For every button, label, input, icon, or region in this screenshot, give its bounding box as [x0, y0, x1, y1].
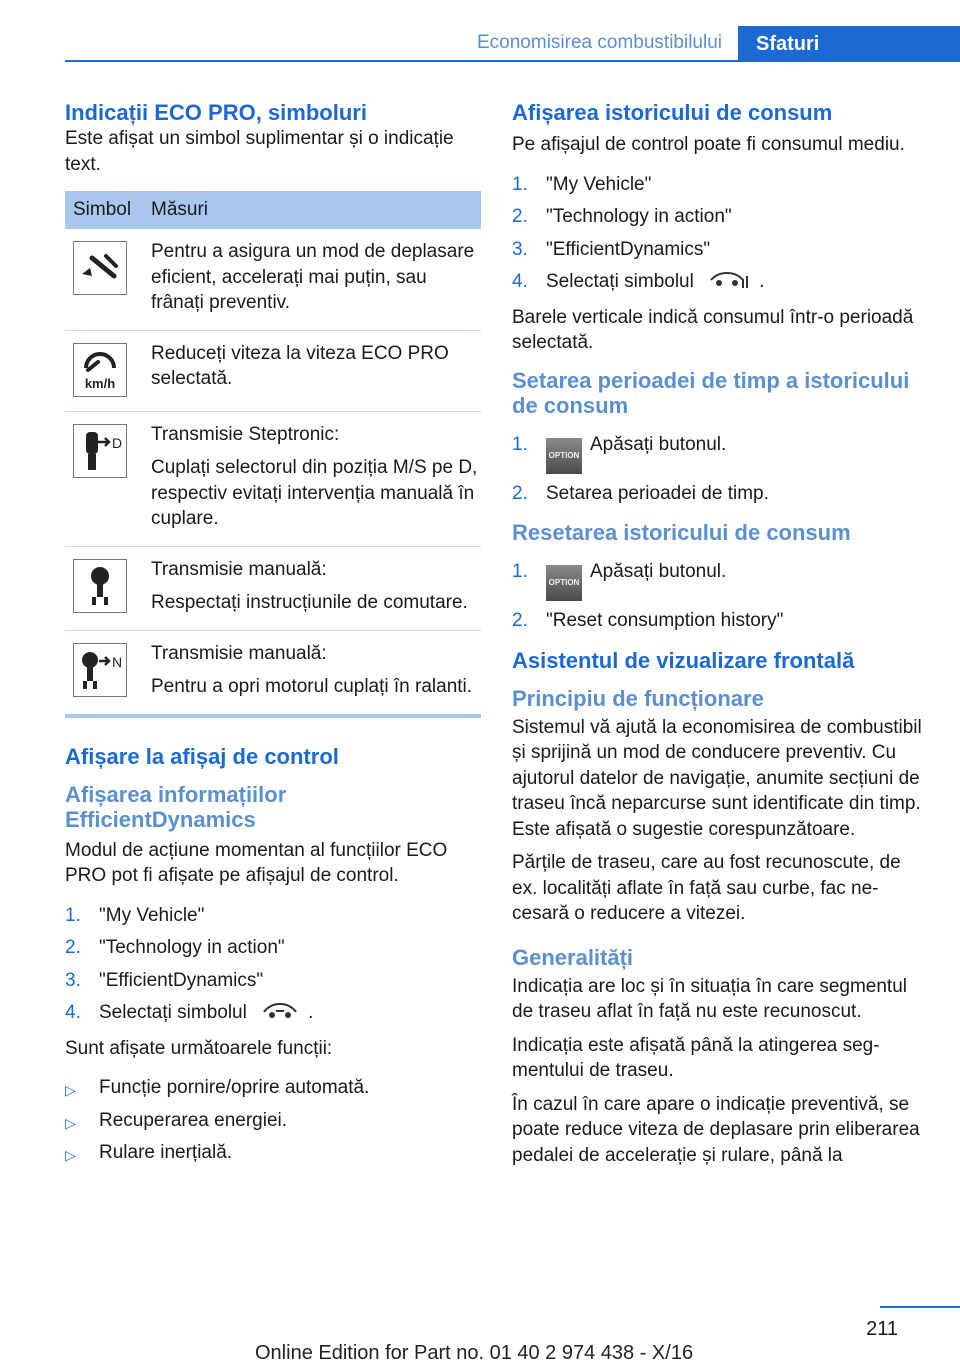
table-row-text: Pentru a opri motorul cuplați în ralanti. — [151, 676, 473, 697]
functions-intro: Sunt afișate următoarele funcții: — [65, 1037, 333, 1059]
col-measures-header: Măsuri — [148, 191, 481, 229]
list-item: ▷ Recuperarea energiei. — [65, 1109, 288, 1131]
page-header — [65, 26, 960, 62]
list-item: 3. "EfficientDynamics" — [512, 238, 711, 260]
page-footer — [0, 1306, 960, 1362]
principle-paragraph-2: Părțile de traseu, care au fost recunoscute, de ex. localități aflate în față sau curbe, fac necesară o reducere a vitezei. — [512, 852, 901, 924]
consumption-history-icon — [709, 271, 749, 297]
info-heading: Afișarea informațiilor EfficientDynamics — [65, 781, 287, 832]
list-item: 2. "Technology in action" — [512, 206, 732, 227]
footer-rule — [880, 1306, 960, 1308]
period-heading: Setarea perioadei de timp a istoricului de consum — [512, 367, 910, 418]
list-item: 1. OPTIONApăsați butonul. — [512, 559, 924, 601]
list-item: ▷ Funcție pornire/oprire automată. — [65, 1077, 370, 1098]
list-item: 1. "My Vehicle" — [512, 173, 652, 195]
table-row-text: Pentru a asigura un mod de deplasare eficient, accelerați mai puțin, sau frânați preventiv. — [151, 241, 475, 313]
bars-text: Barele verticale indică consumul într-o perioadă selectată. — [512, 306, 914, 353]
edition-text: Online Edition for Part no. 01 40 2 974 438 - X/16 — [255, 1342, 694, 1364]
eco-pro-title: Indicații ECO PRO, simboluri — [65, 100, 367, 125]
car-efficiency-icon — [262, 1002, 298, 1028]
principle-heading: Principiu de funcționare — [512, 685, 764, 711]
table-header-row — [65, 191, 481, 229]
option-button[interactable]: OPTION — [546, 565, 582, 601]
option-button[interactable]: OPTION — [546, 438, 582, 474]
gear-n-letter: N — [111, 653, 123, 670]
table-row-heading: Transmisie manuală: — [151, 642, 327, 664]
eco-pro-intro: Este afișat un simbol suplimentar și o indicație text. — [65, 128, 454, 175]
list-item: 1. OPTIONApăsați butonul. — [512, 432, 924, 474]
gear-d-letter: D — [111, 434, 123, 451]
list-item: 2. Setarea perioadei de timp. — [512, 482, 769, 504]
table-row-text: Reduceți viteza la viteza ECO PRO selectată. — [151, 342, 449, 389]
table-row-text: Cuplați selectorul din poziția M/S pe D, respectiv evitați intervenția manuală în cuplare. — [151, 457, 478, 529]
functions-list — [65, 1075, 481, 1166]
section-title: Economisirea combustibilului — [477, 32, 722, 53]
general-paragraph-2: Indicația este afișată până la atingerea segmentului de traseu. — [512, 1034, 880, 1081]
table-row — [65, 546, 481, 630]
table-row — [65, 630, 481, 716]
left-column — [65, 100, 481, 1174]
table-row-heading: Transmisie manuală: — [151, 558, 327, 580]
header-rule — [65, 60, 960, 62]
page-number: 211 — [866, 1318, 898, 1340]
table-row-text: Respectați instrucțiunile de comutare. — [151, 592, 468, 613]
table-row — [65, 330, 481, 411]
list-item: 2. "Technology in action" — [65, 937, 285, 958]
gear-shift-icon — [73, 559, 127, 613]
list-item: 4. Selectați simbolul . — [65, 1000, 481, 1028]
col-symbol-header: Simbol — [65, 191, 148, 229]
general-heading: Generalități — [512, 944, 634, 970]
reset-heading: Resetarea istoricului de consum — [512, 520, 851, 545]
table-row — [65, 229, 481, 330]
history-text: Pe afișajul de control poate fi consumul mediu. — [512, 134, 905, 155]
chapter-tab: Sfaturi — [738, 26, 960, 62]
principle-paragraph-1: Sistemul vă ajută la economisirea de combustibil și sprijină un mod de conducere preventiv. Cu ajutorul datelor de navigație, anumite secțiuni de traseu încă neparcurse sunt identificate din timp. Este afișată o sugestie corespunzătoare. — [512, 716, 922, 840]
info-steps — [65, 903, 481, 1028]
table-row-heading: Transmisie Steptronic: — [151, 423, 340, 445]
period-steps — [512, 432, 924, 507]
display-heading: Afișare la afișaj de control — [65, 743, 339, 769]
right-column — [512, 100, 924, 1168]
list-item: 1. "My Vehicle" — [65, 904, 205, 926]
list-item: 4. Selectați simbolul . — [512, 269, 924, 297]
symbols-table — [65, 191, 481, 718]
reset-steps — [512, 559, 924, 634]
history-heading: Afișarea istoricului de consum — [512, 100, 833, 125]
info-text: Modul de acțiune momentan al funcțiilor ECO PRO pot fi afișate pe afișajul de control. — [65, 839, 448, 886]
list-item: 3. "EfficientDynamics" — [65, 969, 264, 991]
table-row — [65, 411, 481, 546]
history-steps — [512, 172, 924, 297]
list-item: 2. "Reset consumption history" — [512, 610, 784, 631]
general-paragraph-1: Indicația are loc și în situația în care segmentul de traseu aflat în față nu este recunoscut. — [512, 975, 907, 1022]
assist-heading: Asistentul de vizualizare frontală — [512, 647, 855, 673]
gear-shift-n-icon — [73, 643, 127, 697]
pedal-foot-icon — [73, 241, 127, 295]
kmh-label: km/h — [84, 375, 116, 391]
speedometer-kmh-icon — [73, 343, 127, 397]
gear-selector-d-icon — [73, 424, 127, 478]
general-paragraph-3: În cazul în care apare o indicație preventivă, se poate reduce viteza de deplasare prin eliberarea pedalei de accelerație și rulare, până la — [512, 1093, 920, 1166]
list-item: ▷ Rulare inerțială. — [65, 1142, 233, 1163]
